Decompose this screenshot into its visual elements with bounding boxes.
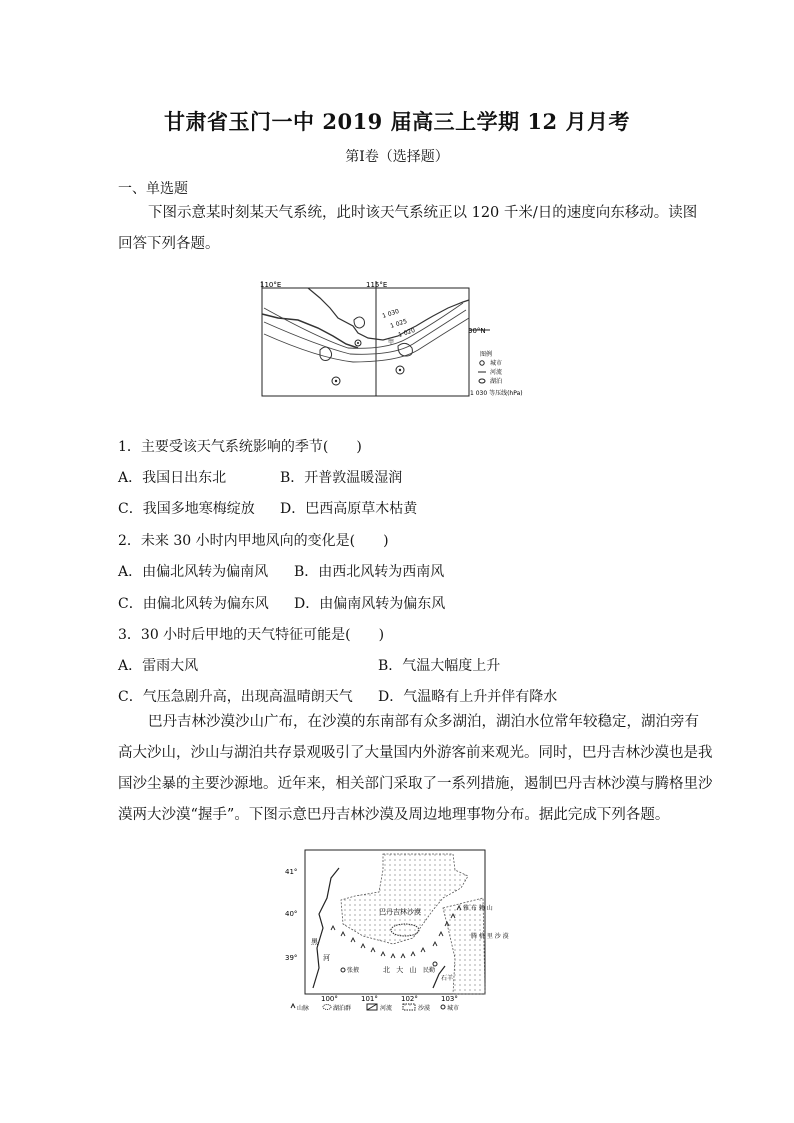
q2-option-a: A．由偏北风转为偏南风: [118, 564, 269, 580]
map1-lake: [320, 347, 332, 361]
map2-river-label2: 河: [323, 954, 330, 962]
question-1-stem: 1．主要受该天气系统影响的季节( ): [118, 439, 362, 455]
intro2-line3: 国沙尘暴的主要沙源地。近年来，相关部门采取了一系列措施，遏制巴丹吉林沙漠与腾格里沙: [118, 776, 713, 792]
intro2-line2: 高大沙山，沙山与湖泊共存景观吸引了大量国内外游客前来观光。同时，巴丹吉林沙漠也是我: [118, 745, 713, 761]
question-3-stem: 3．30 小时后甲地的天气特征可能是( ): [118, 627, 385, 643]
lake-group-symbol-icon: [323, 1005, 331, 1010]
map2-legend-lake: 湖泊群: [333, 1005, 352, 1012]
map2-lon-102: 102°: [401, 995, 418, 1003]
intro1-line1: 下图示意某时刻某天气系统，此时该天气系统正以 120 千米/日的速度向东移动。读图: [148, 205, 698, 221]
intro2-line1: 巴丹吉林沙漠沙山广布，在沙漠的东南部有众多湖泊，湖泊水位常年较稳定，湖泊旁有: [148, 714, 699, 730]
q2-option-d: D．由偏南风转为偏东风: [294, 596, 446, 612]
map1-legend-city: 城市: [490, 360, 503, 367]
desert-symbol-icon: [403, 1004, 415, 1010]
map2-city1-label: 张掖: [347, 967, 360, 974]
map2-lat-40: 40°: [285, 910, 298, 918]
map1-legend-title: 图例: [480, 351, 493, 358]
map2-city2-label: 民勤: [423, 967, 436, 974]
map1-isobar-label-1025: 1 025: [389, 317, 408, 330]
map1-point-jia: 甲: [388, 339, 395, 346]
lake-symbol-icon: [479, 379, 485, 383]
map1-isobar-1025: [264, 307, 466, 354]
q2-option-c: C．由偏北风转为偏东风: [118, 596, 269, 612]
q3-option-d: D．气温略有上升并伴有降水: [378, 689, 558, 705]
map1-legend-river: 河流: [490, 369, 503, 376]
map1-lon-left: 110°E: [260, 281, 282, 289]
q3-option-b: B．气温大幅度上升: [378, 658, 501, 674]
mountain-symbol-icon: [291, 1004, 295, 1008]
weather-system-map: [258, 278, 548, 400]
intro2-line4: 漠两大沙漠“握手”。下图示意巴丹吉林沙漠及周边地理事物分布。据此完成下列各题。: [118, 807, 670, 823]
map2-river-hei: [313, 868, 339, 988]
map2-lon-100: 100°: [321, 995, 338, 1003]
map2-lake-label: 石羊: [441, 975, 454, 982]
q1-option-d: D．巴西高原草木枯黄: [280, 501, 418, 517]
city-symbol-icon: [480, 361, 484, 365]
q2-option-b: B．由西北风转为西南风: [294, 564, 445, 580]
map2-city-minqin: [433, 962, 437, 966]
map1-lat: 30°N: [468, 327, 486, 335]
q1-option-a: A．我国日出东北: [118, 470, 227, 486]
map2-legend-city: 城市: [447, 1005, 460, 1012]
map2-legend: [291, 1004, 459, 1012]
map1-isobar-label-1020: 1 020: [397, 326, 416, 339]
map2-lon-103: 103°: [441, 995, 458, 1003]
city-symbol-icon: [441, 1005, 445, 1009]
map2-desert-label: 巴丹吉林沙漠: [379, 908, 421, 916]
map1-legend-lake: 湖泊: [490, 378, 503, 385]
q3-option-a: A．雷雨大风: [118, 658, 199, 674]
map2-mountain-yabrai: 雅 布 赖 山: [463, 905, 493, 912]
map1-lake: [354, 317, 365, 328]
map1-isobar-label-1030: 1 030: [381, 307, 400, 320]
page-subtitle: 第Ⅰ卷（选择题）: [345, 149, 449, 165]
map2-legend-mountain: 山脉: [297, 1005, 310, 1012]
map1-frame: [262, 288, 469, 396]
intro-paragraph-2: [118, 707, 713, 831]
map2-legend-desert: 沙漠: [418, 1005, 431, 1012]
q1-option-c: C．我国多地寒梅绽放: [118, 501, 255, 517]
map2-legend-river: 河流: [380, 1005, 393, 1012]
map2-lon-101: 101°: [361, 995, 378, 1003]
map1-lon-right: 115°E: [366, 281, 388, 289]
q3-option-c: C．气压急剧升高，出现高温晴朗天气: [118, 689, 353, 705]
section-heading: 一、单选题: [118, 181, 188, 197]
map2-lat-41: 41°: [285, 868, 298, 876]
intro1-line2: 回答下列各题。: [118, 236, 220, 252]
map1-river-yangtze: [262, 314, 358, 348]
map2-river-label1: 黑: [311, 938, 318, 946]
map2-city-zhangye: [341, 968, 345, 972]
map2-mountain-beida: 北 大 山: [383, 966, 419, 974]
badain-jaran-desert-map: [283, 848, 509, 1014]
page-title: 甘肃省玉门一中 2019 届高三上学期 12 月月考: [164, 109, 630, 134]
map2-lat-39: 39°: [285, 954, 298, 962]
map1-legend-isobar: 1 030 等压线(hPa): [470, 390, 523, 397]
intro-paragraph-1: [118, 198, 698, 260]
q1-option-b: B．开普敦温暖湿润: [280, 470, 403, 486]
map2-tengger-label: 腾 格 里 沙 漠: [471, 933, 509, 940]
question-2-stem: 2．未来 30 小时内甲地风向的变化是( ): [118, 533, 389, 549]
